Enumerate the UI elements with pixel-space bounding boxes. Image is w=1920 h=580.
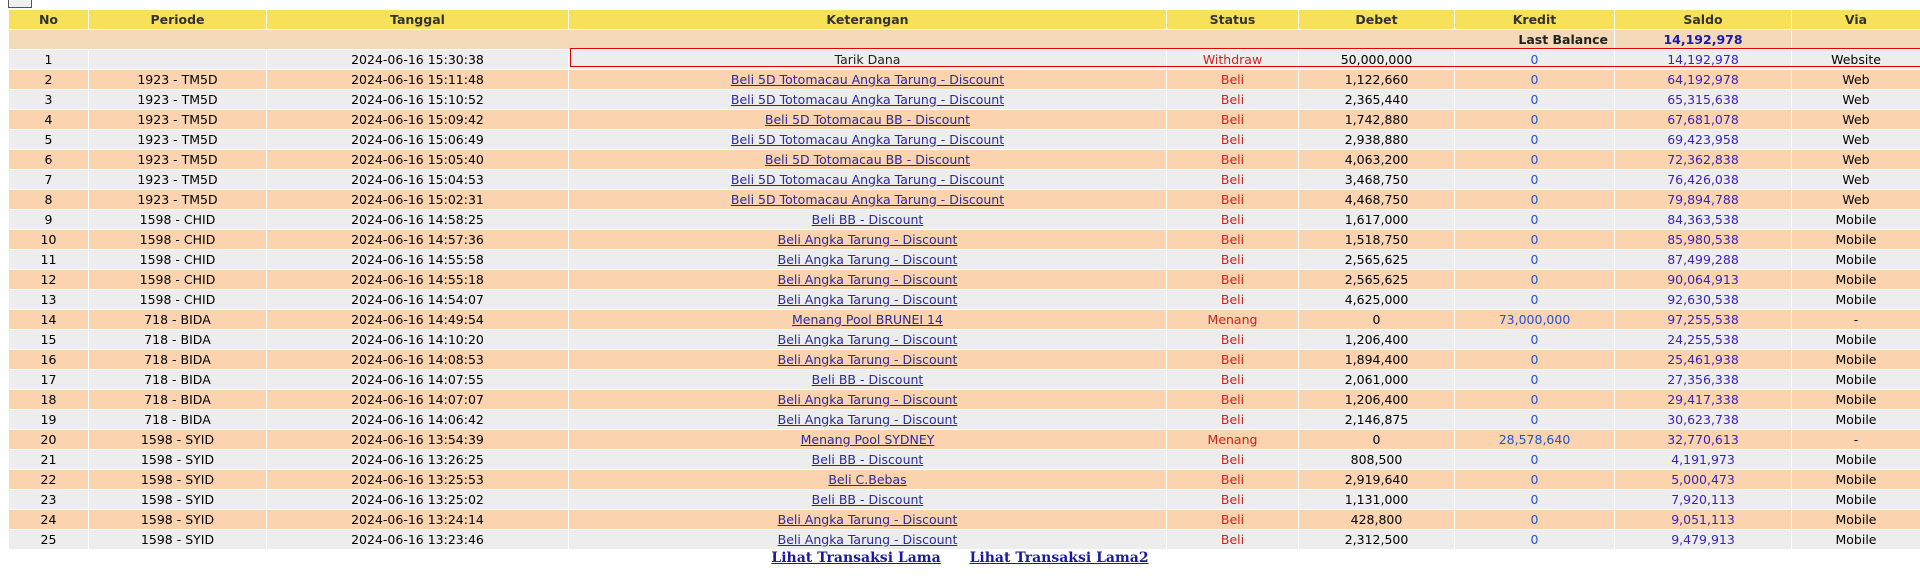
cell-status: Beli	[1167, 350, 1299, 370]
cell-via: -	[1792, 310, 1920, 330]
cell-status: Beli	[1167, 190, 1299, 210]
cell-tanggal: 2024-06-16 15:02:31	[267, 190, 569, 210]
cell-debet: 1,206,400	[1299, 330, 1455, 350]
cell-tanggal: 2024-06-16 14:10:20	[267, 330, 569, 350]
table-row	[9, 150, 1920, 170]
cell-keterangan	[569, 330, 1167, 350]
table-row	[9, 50, 1920, 70]
cell-debet: 1,206,400	[1299, 390, 1455, 410]
cell-keterangan	[569, 110, 1167, 130]
keterangan-link[interactable]: Beli Angka Tarung - Discount	[777, 392, 958, 407]
cell-no: 6	[9, 150, 89, 170]
cell-kredit: 0	[1455, 70, 1615, 90]
cell-status: Beli	[1167, 330, 1299, 350]
cell-periode	[89, 50, 267, 70]
keterangan-link[interactable]: Beli BB - Discount	[811, 372, 924, 387]
cell-debet: 428,800	[1299, 510, 1455, 530]
cell-tanggal: 2024-06-16 14:55:18	[267, 270, 569, 290]
cell-saldo: 24,255,538	[1615, 330, 1792, 350]
cell-saldo: 29,417,338	[1615, 390, 1792, 410]
table-row	[9, 350, 1920, 370]
cell-periode: 1598 - CHID	[89, 250, 267, 270]
cell-status: Beli	[1167, 110, 1299, 130]
cell-no: 15	[9, 330, 89, 350]
cell-keterangan	[569, 230, 1167, 250]
cell-keterangan	[569, 90, 1167, 110]
cell-saldo: 87,499,288	[1615, 250, 1792, 270]
cell-keterangan	[569, 430, 1167, 450]
cell-periode: 1598 - SYID	[89, 430, 267, 450]
cell-debet: 50,000,000	[1299, 50, 1455, 70]
cell-kredit: 0	[1455, 390, 1615, 410]
cell-periode: 718 - BIDA	[89, 330, 267, 350]
keterangan-link[interactable]: Beli Angka Tarung - Discount	[777, 232, 958, 247]
cell-keterangan	[569, 70, 1167, 90]
last-balance-label: Last Balance	[9, 30, 1615, 50]
keterangan-link[interactable]: Beli BB - Discount	[811, 452, 924, 467]
cell-saldo: 79,894,788	[1615, 190, 1792, 210]
table-row	[9, 270, 1920, 290]
keterangan-link[interactable]: Beli 5D Totomacau Angka Tarung - Discount	[730, 172, 1005, 187]
cell-kredit: 0	[1455, 410, 1615, 430]
cell-keterangan	[569, 130, 1167, 150]
cell-periode: 1598 - SYID	[89, 450, 267, 470]
table-row	[9, 250, 1920, 270]
cell-via: Mobile	[1792, 250, 1920, 270]
cell-debet: 1,122,660	[1299, 70, 1455, 90]
table-row	[9, 390, 1920, 410]
cell-periode: 1598 - SYID	[89, 490, 267, 510]
cell-kredit: 0	[1455, 470, 1615, 490]
cell-no: 5	[9, 130, 89, 150]
table-row	[9, 190, 1920, 210]
cell-tanggal: 2024-06-16 15:30:38	[267, 50, 569, 70]
table-row	[9, 370, 1920, 390]
cell-status: Beli	[1167, 70, 1299, 90]
cell-debet: 2,938,880	[1299, 130, 1455, 150]
cell-via: Mobile	[1792, 470, 1920, 490]
keterangan-link[interactable]: Menang Pool BRUNEI 14	[792, 312, 943, 327]
cell-status: Menang	[1167, 310, 1299, 330]
cell-status: Beli	[1167, 150, 1299, 170]
cell-periode: 1923 - TM5D	[89, 90, 267, 110]
cell-status: Beli	[1167, 170, 1299, 190]
keterangan-link[interactable]: Beli Angka Tarung - Discount	[777, 352, 958, 367]
cell-via: Mobile	[1792, 530, 1920, 550]
keterangan-link[interactable]: Beli C.Bebas	[828, 472, 907, 487]
cell-kredit: 0	[1455, 350, 1615, 370]
cell-via: Mobile	[1792, 450, 1920, 470]
cell-saldo: 14,192,978	[1615, 50, 1792, 70]
cell-saldo: 90,064,913	[1615, 270, 1792, 290]
cell-saldo: 7,920,113	[1615, 490, 1792, 510]
cell-saldo: 72,362,838	[1615, 150, 1792, 170]
col-header-status: Status	[1167, 10, 1299, 30]
cell-debet: 0	[1299, 310, 1455, 330]
cell-status: Beli	[1167, 470, 1299, 490]
cell-tanggal: 2024-06-16 14:07:07	[267, 390, 569, 410]
col-header-periode: Periode	[89, 10, 267, 30]
col-header-debet: Debet	[1299, 10, 1455, 30]
cell-keterangan	[569, 50, 1167, 70]
cell-saldo: 97,255,538	[1615, 310, 1792, 330]
cell-keterangan	[569, 250, 1167, 270]
cell-no: 20	[9, 430, 89, 450]
table-row	[9, 490, 1920, 510]
cell-kredit: 0	[1455, 490, 1615, 510]
keterangan-link[interactable]: Beli 5D Totomacau Angka Tarung - Discount	[730, 132, 1005, 147]
cell-saldo: 64,192,978	[1615, 70, 1792, 90]
cell-saldo: 84,363,538	[1615, 210, 1792, 230]
cell-debet: 1,617,000	[1299, 210, 1455, 230]
cell-keterangan	[569, 290, 1167, 310]
cell-debet: 2,565,625	[1299, 250, 1455, 270]
cell-kredit: 0	[1455, 110, 1615, 130]
cell-keterangan	[569, 530, 1167, 550]
cell-tanggal: 2024-06-16 15:04:53	[267, 170, 569, 190]
cell-keterangan	[569, 310, 1167, 330]
cell-no: 2	[9, 70, 89, 90]
cell-status: Beli	[1167, 230, 1299, 250]
cell-via: -	[1792, 430, 1920, 450]
cell-no: 25	[9, 530, 89, 550]
cell-kredit: 0	[1455, 370, 1615, 390]
cell-via: Mobile	[1792, 270, 1920, 290]
keterangan-link[interactable]: Beli 5D Totomacau Angka Tarung - Discount	[730, 92, 1005, 107]
cell-debet: 2,146,875	[1299, 410, 1455, 430]
table-row	[9, 230, 1920, 250]
cell-periode: 1923 - TM5D	[89, 130, 267, 150]
table-row	[9, 130, 1920, 150]
table-row	[9, 110, 1920, 130]
cell-keterangan	[569, 270, 1167, 290]
cell-tanggal: 2024-06-16 14:54:07	[267, 290, 569, 310]
cell-via: Mobile	[1792, 210, 1920, 230]
cell-status: Beli	[1167, 130, 1299, 150]
cell-no: 10	[9, 230, 89, 250]
keterangan-link[interactable]: Beli 5D Totomacau BB - Discount	[764, 152, 971, 167]
table-row	[9, 170, 1920, 190]
cell-via: Mobile	[1792, 390, 1920, 410]
collapse-button[interactable]	[8, 0, 32, 8]
cell-no: 3	[9, 90, 89, 110]
cell-tanggal: 2024-06-16 13:54:39	[267, 430, 569, 450]
table-row	[9, 310, 1920, 330]
cell-kredit: 0	[1455, 530, 1615, 550]
table-row	[9, 90, 1920, 110]
col-header-via: Via	[1792, 10, 1920, 30]
cell-no: 24	[9, 510, 89, 530]
cell-tanggal: 2024-06-16 15:05:40	[267, 150, 569, 170]
cell-status: Beli	[1167, 450, 1299, 470]
cell-no: 21	[9, 450, 89, 470]
cell-tanggal: 2024-06-16 15:06:49	[267, 130, 569, 150]
cell-debet: 0	[1299, 430, 1455, 450]
cell-saldo: 67,681,078	[1615, 110, 1792, 130]
cell-via: Web	[1792, 130, 1920, 150]
table-row	[9, 290, 1920, 310]
cell-periode: 1598 - SYID	[89, 470, 267, 490]
cell-kredit: 0	[1455, 330, 1615, 350]
cell-no: 8	[9, 190, 89, 210]
cell-periode: 718 - BIDA	[89, 370, 267, 390]
cell-kredit: 28,578,640	[1455, 430, 1615, 450]
cell-via: Mobile	[1792, 290, 1920, 310]
cell-via: Web	[1792, 110, 1920, 130]
cell-via: Web	[1792, 90, 1920, 110]
cell-status: Beli	[1167, 410, 1299, 430]
cell-tanggal: 2024-06-16 14:58:25	[267, 210, 569, 230]
cell-status: Menang	[1167, 430, 1299, 450]
keterangan-link[interactable]: Beli Angka Tarung - Discount	[777, 252, 958, 267]
cell-periode: 718 - BIDA	[89, 410, 267, 430]
col-header-keterangan: Keterangan	[569, 10, 1167, 30]
cell-no: 12	[9, 270, 89, 290]
keterangan-link[interactable]: Beli Angka Tarung - Discount	[777, 332, 958, 347]
cell-periode: 1598 - CHID	[89, 230, 267, 250]
cell-tanggal: 2024-06-16 14:08:53	[267, 350, 569, 370]
table-row	[9, 70, 1920, 90]
cell-no: 18	[9, 390, 89, 410]
keterangan-link[interactable]: Beli BB - Discount	[811, 212, 924, 227]
cell-periode: 1598 - CHID	[89, 270, 267, 290]
last-balance-row	[9, 30, 1920, 50]
cell-saldo: 9,479,913	[1615, 530, 1792, 550]
cell-via: Mobile	[1792, 510, 1920, 530]
cell-tanggal: 2024-06-16 15:10:52	[267, 90, 569, 110]
cell-kredit: 0	[1455, 210, 1615, 230]
cell-no: 1	[9, 50, 89, 70]
col-header-no: No	[9, 10, 89, 30]
cell-debet: 2,565,625	[1299, 270, 1455, 290]
cell-tanggal: 2024-06-16 14:06:42	[267, 410, 569, 430]
cell-status: Beli	[1167, 370, 1299, 390]
cell-via: Website	[1792, 50, 1920, 70]
cell-via: Web	[1792, 150, 1920, 170]
cell-via: Mobile	[1792, 410, 1920, 430]
cell-debet: 1,131,000	[1299, 490, 1455, 510]
keterangan-link[interactable]: Beli Angka Tarung - Discount	[777, 532, 958, 547]
cell-no: 22	[9, 470, 89, 490]
cell-tanggal: 2024-06-16 13:26:25	[267, 450, 569, 470]
cell-status: Beli	[1167, 90, 1299, 110]
table-row	[9, 510, 1920, 530]
cell-keterangan	[569, 350, 1167, 370]
cell-keterangan	[569, 410, 1167, 430]
cell-saldo: 32,770,613	[1615, 430, 1792, 450]
cell-tanggal: 2024-06-16 14:55:58	[267, 250, 569, 270]
cell-saldo: 69,423,958	[1615, 130, 1792, 150]
footer-links	[0, 550, 1920, 566]
cell-saldo: 92,630,538	[1615, 290, 1792, 310]
cell-via: Web	[1792, 190, 1920, 210]
cell-tanggal: 2024-06-16 13:23:46	[267, 530, 569, 550]
keterangan-link[interactable]: Beli 5D Totomacau Angka Tarung - Discount	[730, 192, 1005, 207]
table-row	[9, 210, 1920, 230]
cell-debet: 2,365,440	[1299, 90, 1455, 110]
keterangan-link[interactable]: Beli BB - Discount	[811, 492, 924, 507]
cell-saldo: 25,461,938	[1615, 350, 1792, 370]
cell-debet: 2,312,500	[1299, 530, 1455, 550]
cell-saldo: 85,980,538	[1615, 230, 1792, 250]
cell-saldo: 4,191,973	[1615, 450, 1792, 470]
keterangan-text: Tarik Dana	[834, 52, 901, 67]
cell-keterangan	[569, 370, 1167, 390]
cell-debet: 2,061,000	[1299, 370, 1455, 390]
cell-debet: 4,063,200	[1299, 150, 1455, 170]
cell-periode: 1923 - TM5D	[89, 170, 267, 190]
cell-via: Mobile	[1792, 330, 1920, 350]
cell-tanggal: 2024-06-16 15:09:42	[267, 110, 569, 130]
cell-via: Mobile	[1792, 350, 1920, 370]
cell-debet: 1,894,400	[1299, 350, 1455, 370]
cell-debet: 1,742,880	[1299, 110, 1455, 130]
cell-saldo: 5,000,473	[1615, 470, 1792, 490]
cell-periode: 718 - BIDA	[89, 310, 267, 330]
cell-periode: 1598 - CHID	[89, 290, 267, 310]
cell-kredit: 0	[1455, 250, 1615, 270]
cell-status: Beli	[1167, 530, 1299, 550]
cell-via: Mobile	[1792, 370, 1920, 390]
cell-no: 14	[9, 310, 89, 330]
col-header-saldo: Saldo	[1615, 10, 1792, 30]
cell-kredit: 0	[1455, 270, 1615, 290]
cell-tanggal: 2024-06-16 15:11:48	[267, 70, 569, 90]
cell-tanggal: 2024-06-16 14:07:55	[267, 370, 569, 390]
cell-no: 11	[9, 250, 89, 270]
cell-via: Web	[1792, 70, 1920, 90]
cell-no: 9	[9, 210, 89, 230]
table-row	[9, 330, 1920, 350]
cell-keterangan	[569, 390, 1167, 410]
keterangan-link[interactable]: Beli Angka Tarung - Discount	[777, 272, 958, 287]
cell-tanggal: 2024-06-16 14:49:54	[267, 310, 569, 330]
cell-keterangan	[569, 210, 1167, 230]
cell-kredit: 0	[1455, 50, 1615, 70]
cell-kredit: 0	[1455, 170, 1615, 190]
cell-via: Mobile	[1792, 230, 1920, 250]
cell-saldo: 9,051,113	[1615, 510, 1792, 530]
table-row	[9, 430, 1920, 450]
keterangan-link[interactable]: Beli 5D Totomacau BB - Discount	[764, 112, 971, 127]
cell-kredit: 73,000,000	[1455, 310, 1615, 330]
last-balance-value: 14,192,978	[1615, 30, 1792, 50]
table-row	[9, 450, 1920, 470]
cell-keterangan	[569, 510, 1167, 530]
cell-via: Mobile	[1792, 490, 1920, 510]
cell-periode: 1598 - SYID	[89, 510, 267, 530]
cell-tanggal: 2024-06-16 13:25:02	[267, 490, 569, 510]
cell-keterangan	[569, 190, 1167, 210]
cell-no: 17	[9, 370, 89, 390]
cell-debet: 808,500	[1299, 450, 1455, 470]
cell-saldo: 65,315,638	[1615, 90, 1792, 110]
cell-periode: 1598 - SYID	[89, 530, 267, 550]
last-balance-empty	[1792, 30, 1920, 50]
table-row	[9, 410, 1920, 430]
cell-kredit: 0	[1455, 290, 1615, 310]
cell-periode: 1598 - CHID	[89, 210, 267, 230]
cell-no: 13	[9, 290, 89, 310]
col-header-tanggal: Tanggal	[267, 10, 569, 30]
cell-saldo: 30,623,738	[1615, 410, 1792, 430]
cell-status: Beli	[1167, 290, 1299, 310]
keterangan-link[interactable]: Beli Angka Tarung - Discount	[777, 412, 958, 427]
keterangan-link[interactable]: Menang Pool SYDNEY	[800, 432, 935, 447]
keterangan-link[interactable]: Beli Angka Tarung - Discount	[777, 292, 958, 307]
cell-kredit: 0	[1455, 510, 1615, 530]
cell-no: 7	[9, 170, 89, 190]
cell-debet: 1,518,750	[1299, 230, 1455, 250]
transaction-table	[8, 9, 1920, 550]
cell-keterangan	[569, 450, 1167, 470]
keterangan-link[interactable]: Beli 5D Totomacau Angka Tarung - Discount	[730, 72, 1005, 87]
cell-no: 4	[9, 110, 89, 130]
cell-debet: 2,919,640	[1299, 470, 1455, 490]
cell-no: 16	[9, 350, 89, 370]
cell-status: Withdraw	[1167, 50, 1299, 70]
cell-status: Beli	[1167, 510, 1299, 530]
cell-via: Web	[1792, 170, 1920, 190]
cell-status: Beli	[1167, 390, 1299, 410]
cell-keterangan	[569, 490, 1167, 510]
cell-keterangan	[569, 150, 1167, 170]
cell-kredit: 0	[1455, 230, 1615, 250]
table-row	[9, 530, 1920, 550]
cell-periode: 1923 - TM5D	[89, 110, 267, 130]
cell-kredit: 0	[1455, 130, 1615, 150]
old-transactions-2-link[interactable]: Lihat Transaksi Lama2	[969, 550, 1149, 566]
table-header-row	[9, 10, 1920, 30]
cell-periode: 1923 - TM5D	[89, 70, 267, 90]
cell-saldo: 76,426,038	[1615, 170, 1792, 190]
cell-periode: 1923 - TM5D	[89, 190, 267, 210]
cell-keterangan	[569, 470, 1167, 490]
cell-status: Beli	[1167, 270, 1299, 290]
cell-no: 19	[9, 410, 89, 430]
cell-tanggal: 2024-06-16 14:57:36	[267, 230, 569, 250]
cell-kredit: 0	[1455, 150, 1615, 170]
cell-keterangan	[569, 170, 1167, 190]
cell-tanggal: 2024-06-16 13:24:14	[267, 510, 569, 530]
cell-saldo: 27,356,338	[1615, 370, 1792, 390]
cell-debet: 4,468,750	[1299, 190, 1455, 210]
cell-kredit: 0	[1455, 450, 1615, 470]
cell-tanggal: 2024-06-16 13:25:53	[267, 470, 569, 490]
table-row	[9, 470, 1920, 490]
cell-kredit: 0	[1455, 90, 1615, 110]
cell-status: Beli	[1167, 210, 1299, 230]
col-header-kredit: Kredit	[1455, 10, 1615, 30]
old-transactions-link[interactable]: Lihat Transaksi Lama	[771, 550, 941, 566]
cell-periode: 718 - BIDA	[89, 390, 267, 410]
cell-no: 23	[9, 490, 89, 510]
cell-debet: 4,625,000	[1299, 290, 1455, 310]
cell-status: Beli	[1167, 490, 1299, 510]
cell-periode: 718 - BIDA	[89, 350, 267, 370]
cell-status: Beli	[1167, 250, 1299, 270]
cell-kredit: 0	[1455, 190, 1615, 210]
cell-debet: 3,468,750	[1299, 170, 1455, 190]
cell-periode: 1923 - TM5D	[89, 150, 267, 170]
keterangan-link[interactable]: Beli Angka Tarung - Discount	[777, 512, 958, 527]
